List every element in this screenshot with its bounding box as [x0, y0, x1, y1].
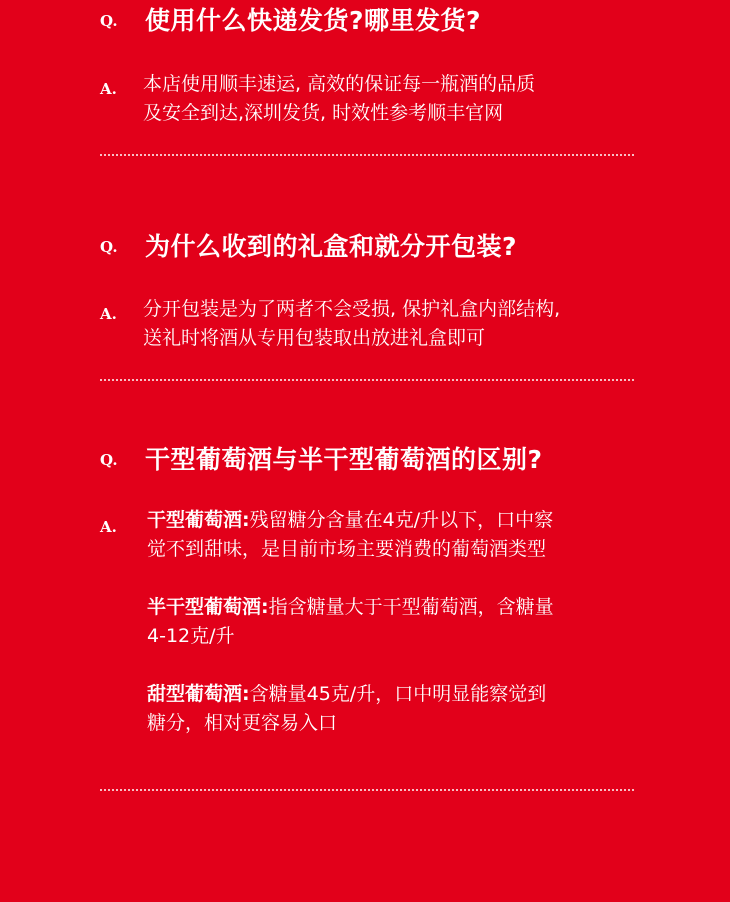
- question-text: 干型葡萄酒与半干型葡萄酒的区别?: [145, 445, 543, 474]
- answer-detail: 糖分，相对更容易入口: [147, 712, 338, 734]
- dotted-divider: [100, 789, 634, 791]
- question-marker: Q.: [100, 451, 118, 469]
- dotted-divider: [100, 379, 634, 381]
- question-marker: Q.: [100, 238, 118, 256]
- answer-marker: A.: [100, 518, 117, 536]
- answer-marker: A.: [100, 80, 117, 98]
- answer-text: [143, 295, 643, 353]
- question-text: 为什么收到的礼盒和就分开包装?: [145, 232, 518, 261]
- answer-line: 分开包装是为了两者不会受损, 保护礼盒内部结构,: [143, 298, 561, 320]
- answer-term: 干型葡萄酒:: [147, 509, 250, 531]
- question-marker: Q.: [100, 12, 118, 30]
- question-text: 使用什么快递发货?哪里发货?: [145, 6, 482, 35]
- answer-detail: 残留糖分含量在4克/升以下，口中察: [249, 509, 554, 531]
- answer-term: 半干型葡萄酒:: [147, 596, 269, 618]
- answer-item-dry: [147, 506, 637, 564]
- answer-item-semi-dry: [147, 593, 637, 651]
- answer-marker: A.: [100, 305, 117, 323]
- answer-line: 及安全到达,深圳发货, 时效性参考顺丰官网: [143, 102, 504, 124]
- answer-term: 甜型葡萄酒:: [147, 683, 250, 705]
- dotted-divider: [100, 154, 634, 156]
- answer-line: 送礼时将酒从专用包装取出放进礼盒即可: [143, 327, 486, 349]
- answer-detail: 觉不到甜味，是目前市场主要消费的葡萄酒类型: [147, 538, 547, 560]
- answer-line: 本店使用顺丰速运, 高效的保证每一瓶酒的品质: [143, 73, 536, 95]
- answer-detail: 4-12克/升: [147, 625, 235, 647]
- answer-detail: 含糖量45克/升，口中明显能察觉到: [249, 683, 547, 705]
- answer-detail: 指含糖量大于干型葡萄酒，含糖量: [268, 596, 554, 618]
- answer-text: [143, 70, 643, 128]
- answer-item-sweet: [147, 680, 637, 738]
